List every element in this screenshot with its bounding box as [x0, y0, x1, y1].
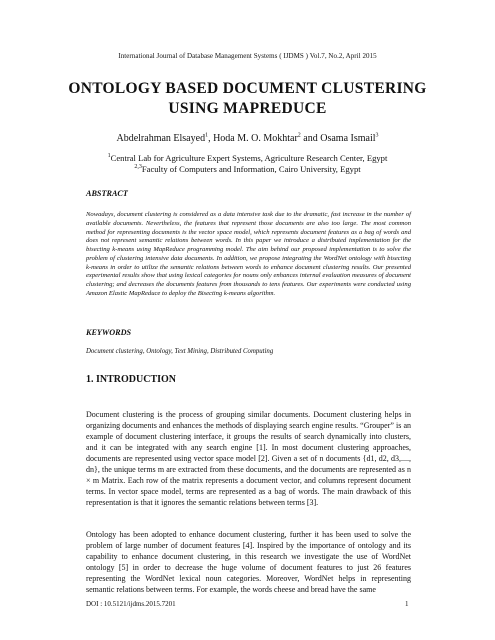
title-line-2: USING MAPREDUCE: [168, 100, 327, 117]
author-separator-2: and Osama Ismail: [300, 133, 376, 144]
introduction-heading: 1. INTRODUCTION: [86, 374, 177, 385]
author-3-sup: 3: [375, 132, 379, 139]
author-2-sup: 2: [297, 132, 301, 139]
affiliation-1-text: Central Lab for Agriculture Expert Systems, Agriculture Research Center, Egypt: [110, 153, 388, 163]
author-separator-1: , Hoda M. O. Mokhtar: [208, 133, 298, 144]
affiliation-2-sup: 2,3: [134, 163, 142, 170]
title-line-1: ONTOLOGY BASED DOCUMENT CLUSTERING: [68, 80, 427, 97]
paper-title: [40, 79, 455, 119]
abstract-heading: ABSTRACT: [86, 189, 128, 198]
author-1-sup: 1: [205, 132, 209, 139]
page-number: 1: [405, 600, 409, 608]
intro-paragraph-1: Document clustering is the process of grouping similar documents. Document clustering helps in organizing documents and enhances the methods of displaying search engine results. “Grouper” is an example of document clustering interface, it groups the results of search dynamically into clusters, and it can be integrated with any search engine [1]. In most document clustering approaches, documents are represented using vector space model [2]. Given a set of n documents {d1, d2, d3,...., dn}, the unique terms m are extracted from these documents, and the documents are represented as n × m Matrix. Each row of the matrix represents a document vector, and columns represent document terms. In vector space model, terms are represented as a bag of words. The main drawback of this representation is that it ignores the semantic relations between terms [3].: [86, 410, 411, 507]
author-1: Abdelrahman Elsayed: [116, 133, 206, 144]
affiliations: [0, 153, 495, 174]
doi-footer: DOI : 10.5121/ijdms.2015.7201: [86, 600, 176, 608]
affiliation-1: [0, 153, 495, 164]
keywords-text: Document clustering, Ontology, Text Mining, Distributed Computing: [86, 348, 274, 355]
journal-header: International Journal of Database Management Systems ( IJDMS ) Vol.7, No.2, April 2015: [118, 52, 377, 60]
affiliation-2-text: Faculty of Computers and Information, Cairo University, Egypt: [141, 163, 361, 174]
affiliation-2: [0, 164, 495, 175]
abstract-text: Nowadays, document clustering is considered as a data intensive task due to the dramatic, fast increase in the number of available documents. Nevertheless, the features that represent those documents are also too large. The most common method for representing documents is the vector space model, which represents document features as a bag of words and does not represent semantic relations between words. In this paper we introduce a distributed implementation for the bisecting k-means using MapReduce programming model. The aim behind our proposed implementation is to solve the problem of clustering intensive data documents. In addition, we propose integrating the WordNet ontology with bisecting k-means in order to utilize the semantic relations between words to enhance document clustering results. Our presented experimental results show that using lexical categories for nouns only enhances internal evaluation measures of document clustering; and decreases the documents features from thousands to tens features. Our experiments were conducted using Amazon Elastic MapReduce to deploy the Bisecting k-means algorithm.: [86, 211, 411, 297]
affiliation-1-sup: 1: [107, 153, 111, 160]
intro-paragraph-2: Ontology has been adopted to enhance document clustering, further it has been used to solve the problem of large number of document features [4]. Inspired by the importance of ontology and its capability to enhance document clustering, in this research we investigate the use of WordNet ontology [5] in order to decrease the huge volume of document features to just 26 features representing the WordNet lexical noun categories. Moreover, WordNet helps in representing semantic relations between terms. For example, the words cheese and bread have the same: [86, 530, 411, 594]
keywords-heading: KEYWORDS: [86, 328, 132, 337]
author-list: [0, 133, 495, 144]
